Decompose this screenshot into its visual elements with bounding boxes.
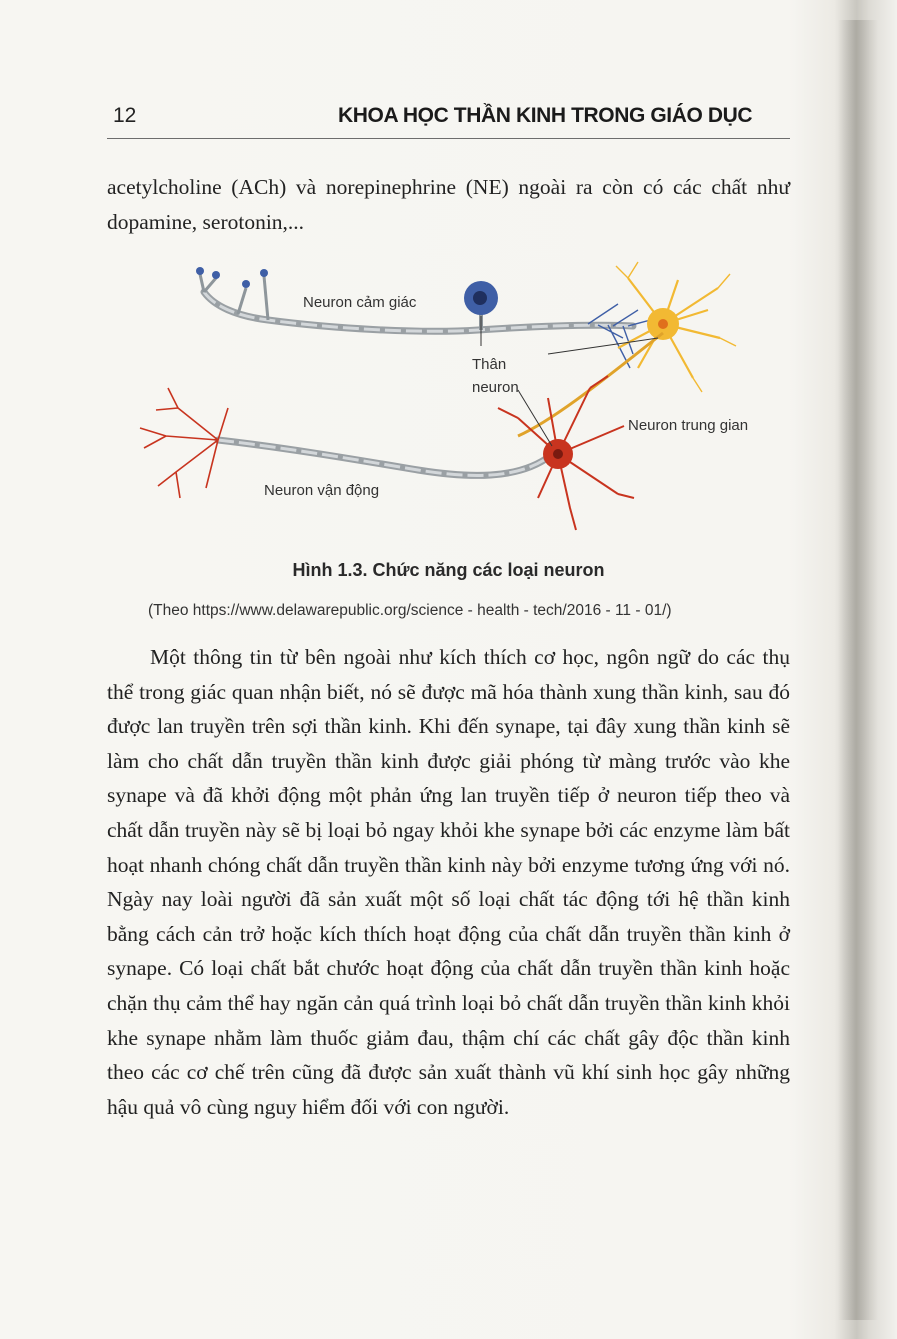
header-rule [107, 138, 790, 139]
label-sensory-neuron: Neuron cảm giác [303, 294, 417, 311]
figure-caption: Hình 1.3. Chức năng các loại neuron [292, 560, 605, 580]
paragraph-1: acetylcholine (ACh) và norepinephrine (NE) ngoài ra còn có các chất như dopamine, serotonin,... [107, 175, 790, 234]
book-spine-shadow [838, 20, 878, 1320]
page-number: 12 [113, 104, 137, 127]
figure-source: (Theo https://www.delawarepublic.org/science - health - tech/2016 - 11 - 01/) [148, 602, 672, 619]
label-interneuron: Neuron trung gian [628, 417, 749, 434]
sensory-neuron [196, 267, 658, 368]
label-cell-body-line1: Thân [472, 356, 507, 373]
label-cell-body-line2: neuron [472, 379, 519, 396]
paragraph-2: Một thông tin từ bên ngoài như kích thích cơ học, ngôn ngữ do các thụ thể trong giác quan nhận biết, nó sẽ được mã hóa thành xung thần kinh, sau đó được lan truyền trên sợi thần kinh. Khi đến synape, tại đây xung thần kinh sẽ làm cho chất dẫn truyền thần kinh được giải phóng từ màng trước vào khe synape và đã khởi động một phản ứng lan truyền tiếp ở neuron tiếp theo và chất dẫn truyền này sẽ bị loại bỏ ngay khỏi khe synape bởi các enzyme làm bất hoạt nhanh chóng chất dẫn truyền thần kinh này bởi enzyme tương ứng với nó. Ngày nay loài người đã sản xuất một số loại chất tác động tới hệ thần kinh bằng cách cản trở hoặc kích thích hoạt động của chất dẫn truyền thần kinh ở synape. Có loại chất bắt chước hoạt động của chất dẫn truyền thần kinh hoặc chặn thụ cảm thể hay ngăn cản quá trình loại bỏ chất dẫn truyền thần kinh khỏi khe synape nhằm làm thuốc giảm đau, thậm chí các chất gây độc thần kinh theo các cơ chế trên cũng đã được sản xuất thành vũ khí sinh học gây những hậu quả vô cùng nguy hiểm đối với con người. [107, 645, 790, 1119]
neuron-illustration [118, 258, 788, 538]
motor-neuron [140, 376, 634, 530]
label-motor-neuron: Neuron vận động [264, 482, 380, 499]
running-title: KHOA HỌC THẦN KINH TRONG GIÁO DỤC [338, 104, 753, 127]
neuron-figure [118, 258, 788, 538]
